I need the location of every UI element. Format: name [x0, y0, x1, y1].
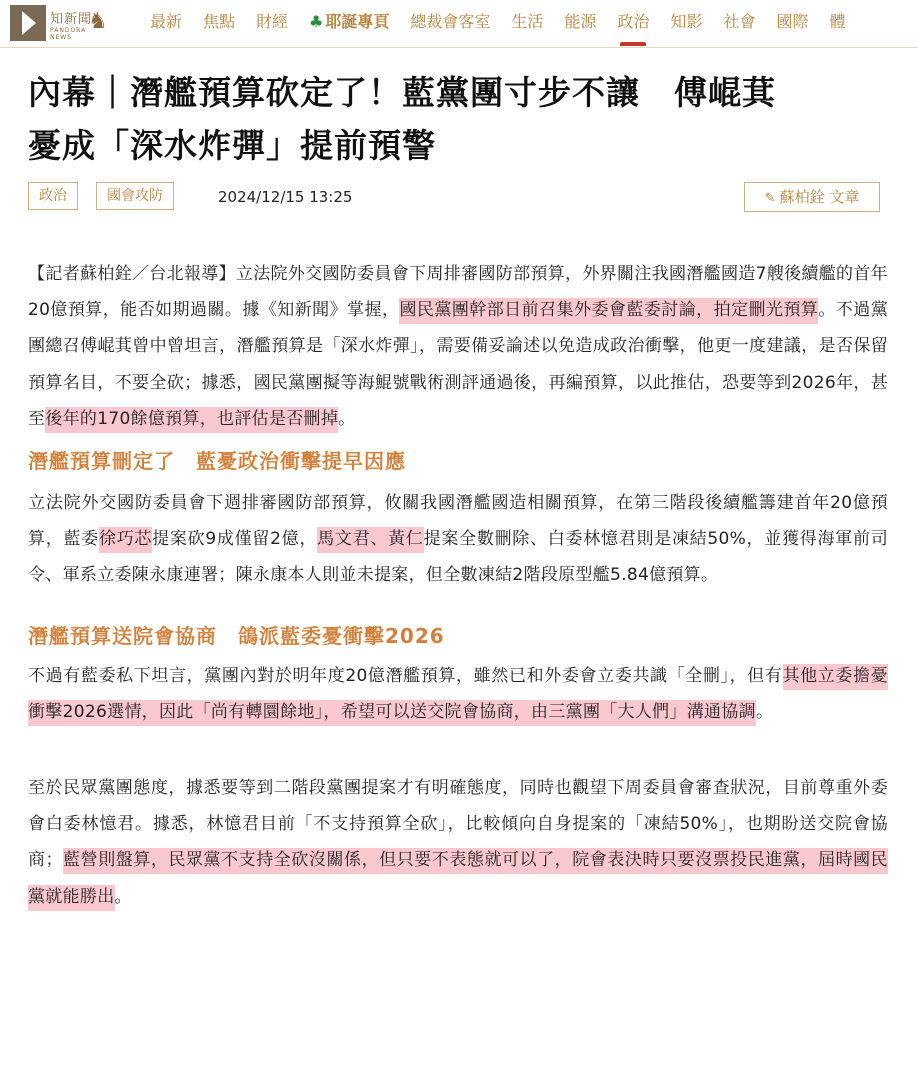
author-articles-label: 蘇柏銓 文章	[779, 188, 860, 206]
nav-item-society[interactable]: 社會	[723, 12, 756, 31]
nav-item-christmas[interactable]	[309, 0, 389, 46]
paragraph-3-text-b: 。	[755, 701, 774, 722]
article-title-line1: 內幕｜潛艦預算砍定了！藍黨團寸步不讓 傅崐萁	[28, 73, 776, 112]
publish-date: 2024/12/15 13:25	[218, 188, 353, 206]
nav-item-ceo-lounge[interactable]: 總裁會客室	[410, 12, 491, 31]
paragraph-2-text-c: 提案全數刪除、白委林憶君則是凍結50%，並獲得海軍前司令、軍系立委陳永康連署；陳永康本人則並未提案，但全數凍結2階段原型艦5.84億預算。	[28, 529, 889, 586]
nav-item-christmas-label: 耶誕專頁	[325, 12, 390, 31]
nav-item-politics[interactable]: 政治	[617, 0, 649, 46]
nav-item-sports[interactable]: 體	[829, 12, 846, 31]
paragraph-4	[28, 770, 888, 915]
logo-text: 知新聞	[50, 12, 93, 27]
nav-item-life[interactable]: 生活	[511, 12, 544, 31]
subheading-1: 潛艦預算刪定了 藍憂政治衝擊提早因應	[28, 449, 406, 474]
paragraph-3	[28, 658, 888, 730]
article-title	[28, 66, 898, 172]
paragraph-2-highlight-1: 徐巧芯	[99, 527, 152, 553]
tag-politics[interactable]: 政治	[28, 182, 78, 210]
pencil-icon: ✎	[764, 191, 776, 206]
paragraph-1-text-b: 。不過黨團總召傅崐萁曾中曾坦言，潛艦預算是「深水炸彈」，需要備妥論述以免造成政治衝擊，他更一度建議，是否保留預算名目，不要全砍；據悉，國民黨團擬等海鯤號戰術測評通過後，再編預算，以此推估，恐要等到2026年，甚至	[28, 300, 889, 429]
paragraph-1-text-c: 。	[338, 408, 356, 429]
nav-menu	[150, 0, 867, 46]
top-nav	[0, 0, 918, 48]
paragraph-1-highlight-1: 國民黨團幹部日前召集外委會藍委討論，拍定刪光預算	[399, 298, 818, 324]
logo-subtext: PANDORA NEWS	[50, 27, 87, 41]
author-articles-button[interactable]	[744, 182, 880, 212]
nav-item-latest[interactable]: 最新	[150, 12, 183, 31]
paragraph-1-highlight-2: 後年的170餘億預算，也評估是否刪掉	[45, 407, 338, 433]
paragraph-3-text-a: 不過有藍委私下坦言，黨團內對於明年度20億潛艦預算，雖然已和外委會立委共識「全刪」，但有	[28, 665, 783, 686]
paragraph-2-text-b: 提案砍9成僅留2億，	[152, 529, 318, 550]
tag-congress[interactable]: 國會攻防	[96, 182, 174, 210]
article-title-line2: 憂成「深水炸彈」提前預警	[28, 126, 436, 165]
paragraph-1	[28, 256, 888, 437]
paragraph-4-text-b: 。	[114, 886, 132, 907]
nav-item-energy[interactable]: 能源	[564, 12, 597, 31]
paragraph-4-text-a: 至於民眾黨團態度，據悉要等到二階段黨團提案才有明確態度，同時也觀望下周委員會審查狀況，目前尊重外委會白委林憶君。據悉，林憶君目前「不支持預算全砍」，比較傾向自身提案的「凍結50%」，也期盼送交院會協商；	[28, 778, 888, 871]
paragraph-1-text-a: 【記者蘇柏銓／台北報導】立法院外交國防委員會下周排審國防部預算，外界關注我國潛艦國造7艘後續艦的首年20億預算，能否如期過關。據《知新聞》掌握，	[28, 264, 888, 321]
subheading-2: 潛艦預算送院會協商 鴿派藍委憂衝擊2026	[28, 623, 445, 648]
site-logo[interactable]	[10, 5, 110, 41]
deer-icon: ♞	[88, 9, 108, 34]
article-body	[28, 256, 888, 915]
nav-item-finance[interactable]: 財經	[256, 12, 289, 31]
nav-item-focus[interactable]: 焦點	[203, 12, 236, 31]
paragraph-2-text-a: 立法院外交國防委員會下週排審國防部預算，攸關我國潛艦國造相關預算，在第三階段後續艦籌建首年20億預算，藍委	[28, 493, 888, 550]
logo-mark-icon	[10, 5, 46, 41]
paragraph-2-highlight-2: 馬文君、黃仁	[317, 527, 423, 553]
paragraph-2	[28, 485, 888, 594]
nav-item-video[interactable]: 知影	[670, 12, 703, 31]
paragraph-4-highlight-1: 藍營則盤算，民眾黨不支持全砍沒關係，但只要不表態就可以了，院會表決時只要沒票投民進黨，屆時國民黨就能勝出	[28, 848, 888, 910]
paragraph-3-highlight-1: 其他立委擔憂衝擊2026選情，因此「尚有轉圜餘地」，希望可以送交院會協商，由三黨團「大人們」溝通協調	[28, 664, 888, 726]
christmas-tree-icon: ♣	[309, 12, 324, 31]
nav-item-international[interactable]: 國際	[776, 12, 809, 31]
